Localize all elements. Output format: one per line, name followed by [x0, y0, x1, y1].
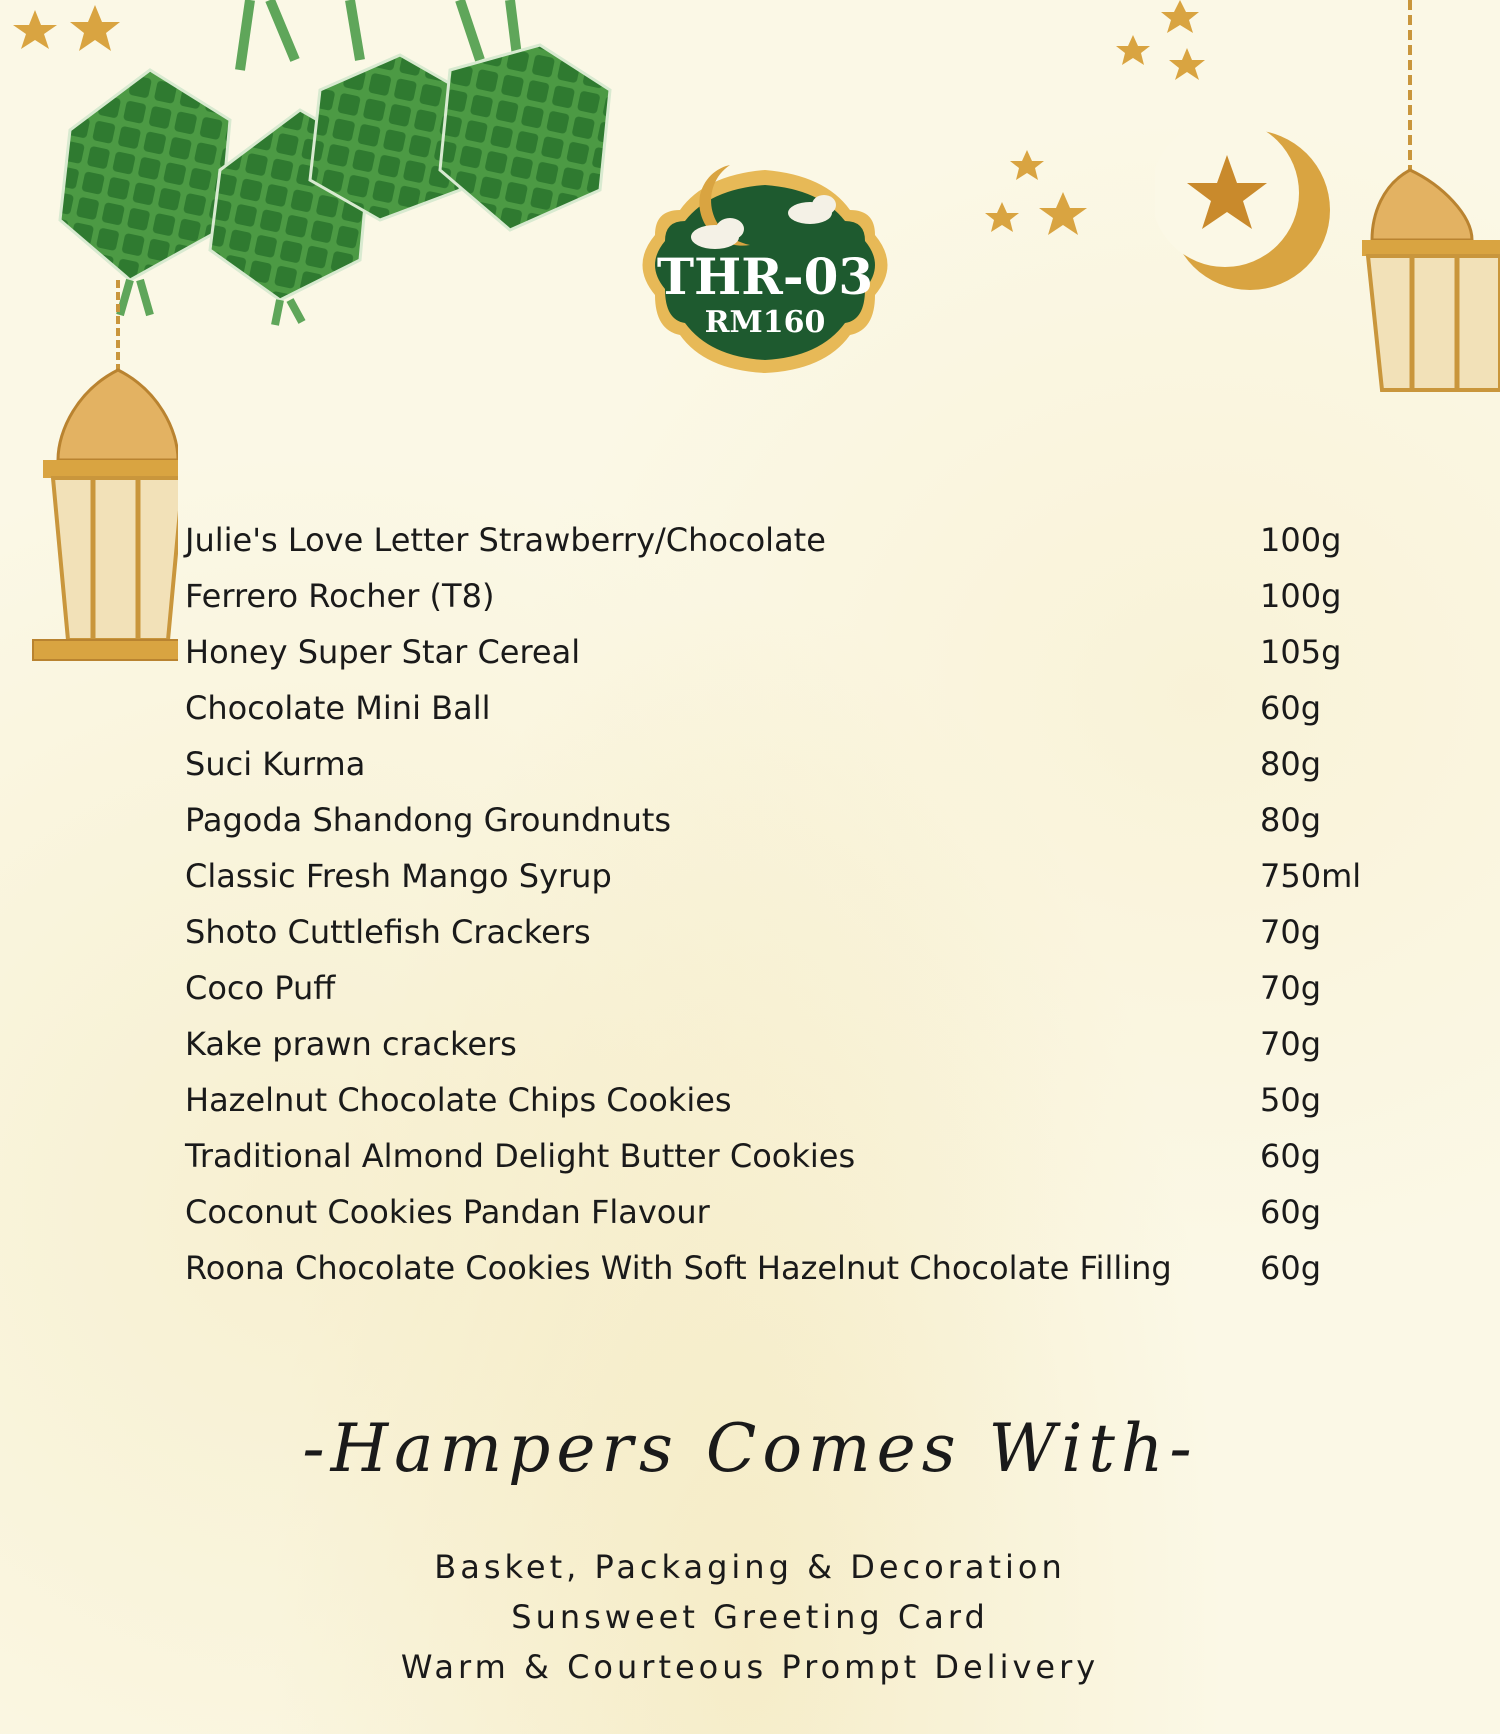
- include-line: Warm & Courteous Prompt Delivery: [400, 1648, 1100, 1686]
- item-name: Pagoda Shandong Groundnuts: [185, 801, 672, 839]
- item-name: Chocolate Mini Ball: [185, 689, 491, 727]
- star-icon: [1161, 0, 1199, 33]
- list-item: [185, 960, 1385, 1016]
- item-name: Hazelnut Chocolate Chips Cookies: [185, 1081, 732, 1119]
- list-item: [185, 736, 1385, 792]
- price-badge: [620, 155, 910, 375]
- item-quantity: 70g: [1260, 1025, 1322, 1063]
- star-icon: [13, 10, 57, 49]
- list-item: [185, 1072, 1385, 1128]
- star-icon: [1039, 192, 1087, 235]
- list-item: [185, 568, 1385, 624]
- includes-list: [0, 1542, 1500, 1692]
- item-quantity: 50g: [1260, 1081, 1322, 1119]
- item-quantity: 70g: [1260, 969, 1322, 1007]
- star-icon: [70, 5, 120, 51]
- item-quantity: 60g: [1260, 1137, 1322, 1175]
- item-name: Suci Kurma: [185, 745, 366, 783]
- list-item: [185, 1240, 1385, 1296]
- list-item: [185, 1016, 1385, 1072]
- item-quantity: 100g: [1260, 521, 1342, 559]
- item-name: Traditional Almond Delight Butter Cookies: [185, 1137, 856, 1175]
- list-item: [185, 512, 1385, 568]
- item-quantity: 70g: [1260, 913, 1322, 951]
- item-name: Coco Puff: [185, 969, 336, 1007]
- item-name: Coconut Cookies Pandan Flavour: [185, 1193, 710, 1231]
- list-item: [185, 792, 1385, 848]
- item-name: Roona Chocolate Cookies With Soft Hazelnut Chocolate Filling: [185, 1249, 1172, 1287]
- lantern-icon: [18, 280, 178, 680]
- item-name: Classic Fresh Mango Syrup: [185, 857, 612, 895]
- comes-with-title: -Hampers Comes With-: [302, 1410, 1198, 1487]
- item-name: Julie's Love Letter Strawberry/Chocolate: [185, 521, 826, 559]
- list-item: [185, 848, 1385, 904]
- star-icon: [1169, 48, 1205, 80]
- star-icon: [1116, 35, 1150, 65]
- item-quantity: 105g: [1260, 633, 1342, 671]
- list-item: [185, 904, 1385, 960]
- item-name: Honey Super Star Cereal: [185, 633, 581, 671]
- list-item: [185, 680, 1385, 736]
- item-quantity: 100g: [1260, 577, 1342, 615]
- item-name: Shoto Cuttlefish Crackers: [185, 913, 591, 951]
- item-quantity: 750ml: [1260, 857, 1362, 895]
- hamper-price: RM160: [704, 305, 826, 340]
- item-name: Kake prawn crackers: [185, 1025, 517, 1063]
- star-icon: [1010, 150, 1044, 180]
- list-item: [185, 1184, 1385, 1240]
- item-quantity: 80g: [1260, 745, 1322, 783]
- list-item: [185, 624, 1385, 680]
- include-line: Sunsweet Greeting Card: [511, 1598, 989, 1636]
- item-quantity: 60g: [1260, 1249, 1322, 1287]
- item-quantity: 60g: [1260, 689, 1322, 727]
- item-quantity: 80g: [1260, 801, 1322, 839]
- item-name: Ferrero Rocher (T8): [185, 577, 495, 615]
- star-icon: [985, 202, 1019, 232]
- include-line: Basket, Packaging & Decoration: [434, 1548, 1066, 1586]
- item-quantity: 60g: [1260, 1193, 1322, 1231]
- hamper-code: THR-03: [656, 247, 874, 306]
- list-item: [185, 1128, 1385, 1184]
- item-list: [185, 512, 1385, 1296]
